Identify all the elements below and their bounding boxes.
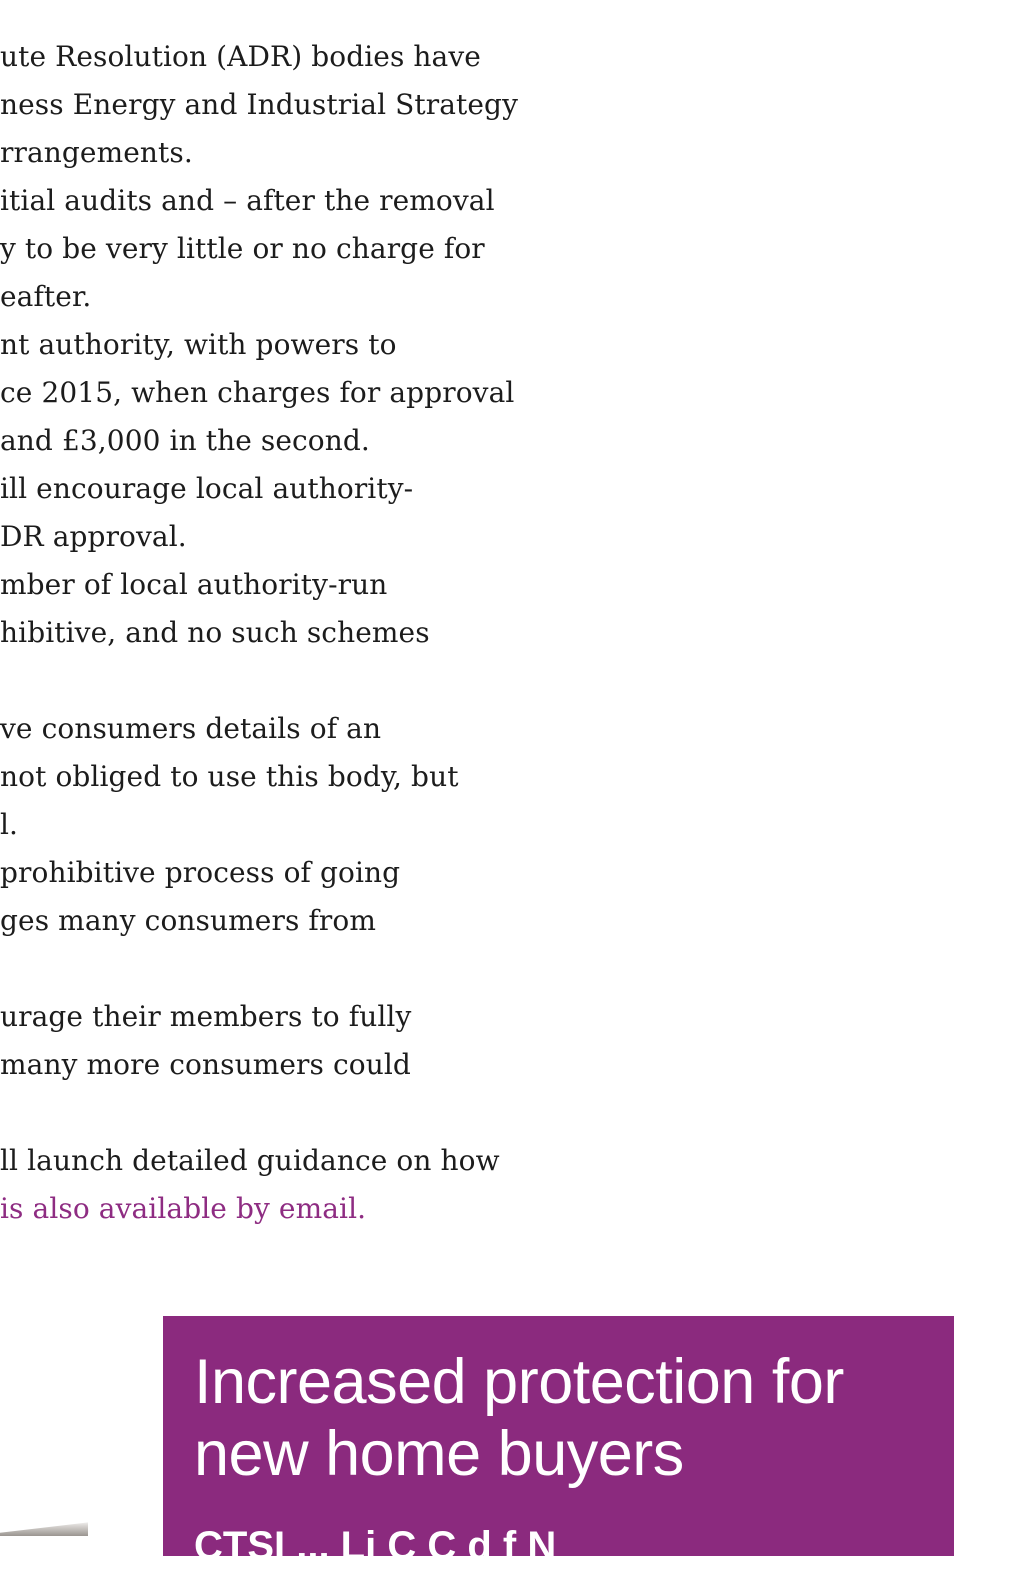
article-line: hibitive, and no such schemes	[0, 616, 430, 649]
email-availability-link[interactable]: is also available by email.	[0, 1192, 367, 1225]
article-line: mber of local authority-run	[0, 568, 388, 601]
promo-subtitle: CTSI ... Li C C d f N	[194, 1524, 557, 1568]
article-line: rrangements.	[0, 136, 193, 169]
article-line: not obliged to use this body, but	[0, 760, 459, 793]
article-line: urage their members to fully	[0, 1000, 412, 1033]
article-line: y to be very little or no charge for	[0, 232, 485, 265]
article-line: and £3,000 in the second.	[0, 424, 370, 457]
article-line: ve consumers details of an	[0, 712, 382, 745]
article-line: itial audits and – after the removal	[0, 184, 495, 217]
article-line: ute Resolution (ADR) bodies have	[0, 40, 481, 73]
article-line: ce 2015, when charges for approval	[0, 376, 515, 409]
promo-box	[163, 1316, 954, 1568]
article-line: ness Energy and Industrial Strategy	[0, 88, 518, 121]
promo-title: Increased protection for new home buyers	[194, 1347, 844, 1489]
article-line: l.	[0, 808, 19, 841]
article-line: eafter.	[0, 280, 92, 313]
article-line: nt authority, with powers to	[0, 328, 397, 361]
article-line: ll launch detailed guidance on how	[0, 1144, 500, 1177]
article-line: many more consumers could	[0, 1048, 411, 1081]
photo-fragment	[0, 1520, 88, 1536]
article-line: ill encourage local authority-	[0, 472, 414, 505]
article-line: DR approval.	[0, 520, 187, 553]
article-line: prohibitive process of going	[0, 856, 401, 889]
article-line: ges many consumers from	[0, 904, 376, 937]
